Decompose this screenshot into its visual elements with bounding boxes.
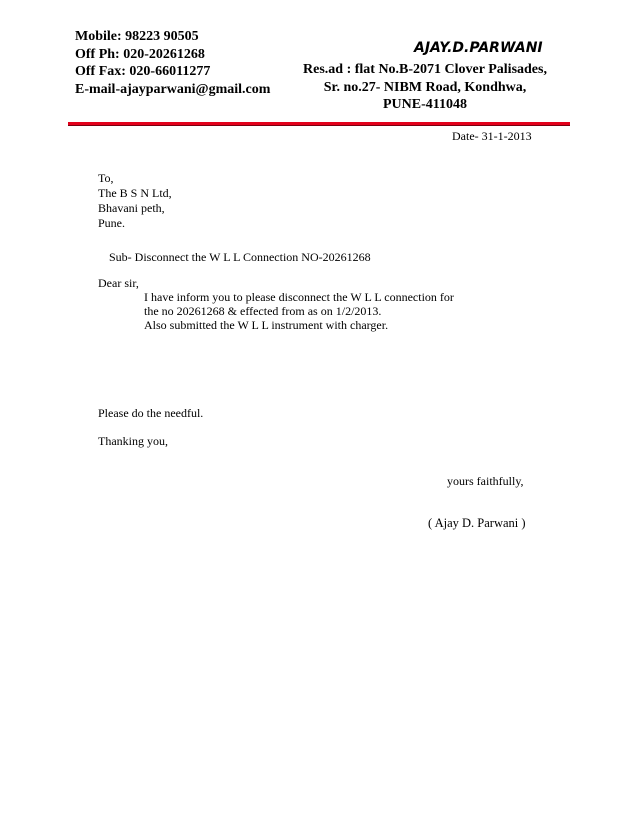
email-address: E-mail-ajayparwani@gmail.com <box>75 81 271 97</box>
contact-block <box>75 28 270 98</box>
office-fax: Off Fax: 020-66011277 <box>75 64 211 79</box>
recipient-city: Pune. <box>98 216 125 230</box>
recipient-block <box>98 171 172 231</box>
body-line-2: the no 20261268 & effected from as on 1/2/2013. <box>144 304 382 318</box>
body-line-3: Also submitted the W L L instrument with charger. <box>144 318 389 332</box>
signature-name: ( Ajay D. Parwani ) <box>428 516 526 530</box>
office-phone: Off Ph: 020-20261268 <box>75 46 205 62</box>
sender-address <box>300 61 550 114</box>
closing-request: Please do the needful. <box>98 406 204 420</box>
subject-line: Sub- Disconnect the W L L Connection NO-20261268 <box>109 250 371 264</box>
address-line-2: Sr. no.27- NIBM Road, Kondhwa, <box>323 79 527 95</box>
address-line-1: Res.ad : flat No.B-2071 Clover Palisades, <box>303 62 547 77</box>
letter-date: Date- 31-1-2013 <box>452 129 532 143</box>
valediction: yours faithfully, <box>447 474 524 488</box>
body-line-1: I have inform you to please disconnect the W L L connection for <box>144 290 454 304</box>
sender-name: AJAY.D.PARWANI <box>414 40 543 56</box>
recipient-company: The B S N Ltd, <box>98 186 172 200</box>
address-line-3: PUNE-411048 <box>383 97 467 112</box>
recipient-area: Bhavani peth, <box>98 201 165 215</box>
mobile-number: Mobile: 98223 90505 <box>75 29 199 44</box>
header-rule-dark <box>68 125 570 126</box>
salutation: Dear sir, <box>98 276 139 290</box>
recipient-to: To, <box>98 171 114 185</box>
letter-body <box>144 290 454 332</box>
closing-thanks: Thanking you, <box>98 434 168 448</box>
